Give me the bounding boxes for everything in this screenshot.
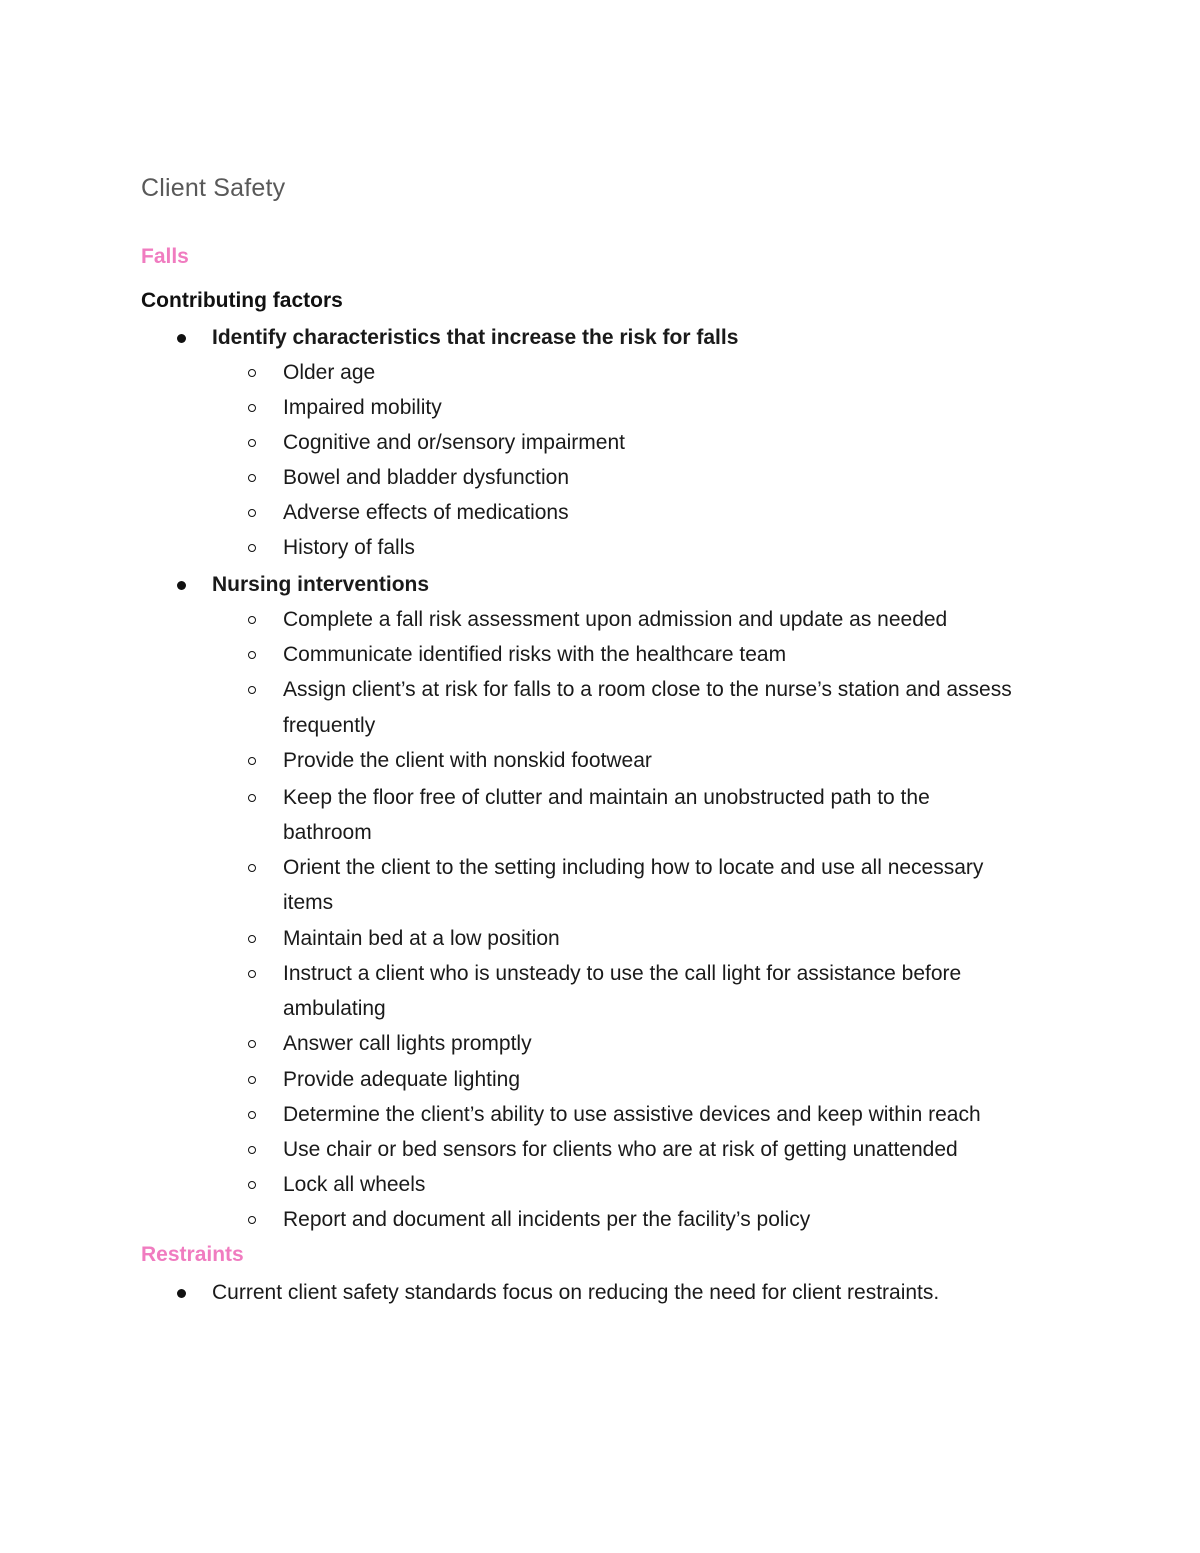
list-item: Lock all wheels xyxy=(283,1173,426,1196)
bullet-circle-icon xyxy=(248,1216,256,1224)
list-item: Adverse effects of medications xyxy=(283,501,569,524)
list-item: Keep the floor free of clutter and maintain an unobstructed path to the xyxy=(283,786,930,809)
bullet-circle-icon xyxy=(248,794,256,802)
bullet-circle-icon xyxy=(248,439,256,447)
list-item: Current client safety standards focus on reducing the need for client restraints. xyxy=(212,1281,940,1304)
bullet-circle-icon xyxy=(248,651,256,659)
bullet-circle-icon xyxy=(248,935,256,943)
bullet-circle-icon xyxy=(248,1076,256,1084)
list-item: Provide adequate lighting xyxy=(283,1068,521,1091)
bullet-disc-icon xyxy=(177,334,186,343)
section-heading-falls: Falls xyxy=(141,245,189,268)
bullet-circle-icon xyxy=(248,1111,256,1119)
bullet-circle-icon xyxy=(248,686,256,694)
list-item: Report and document all incidents per the facility’s policy xyxy=(283,1208,811,1231)
bullet-circle-icon xyxy=(248,474,256,482)
list-item: Communicate identified risks with the healthcare team xyxy=(283,643,787,666)
section-heading-restraints: Restraints xyxy=(141,1243,244,1266)
list-item-continuation: items xyxy=(283,891,334,914)
bullet-circle-icon xyxy=(248,970,256,978)
list-item: Complete a fall risk assessment upon admission and update as needed xyxy=(283,608,948,631)
list-item-continuation: ambulating xyxy=(283,997,386,1020)
list-item: Orient the client to the setting including how to locate and use all necessary xyxy=(283,856,984,879)
list-item-continuation: bathroom xyxy=(283,821,372,844)
list-item-risk-heading: Identify characteristics that increase the risk for falls xyxy=(212,326,739,349)
bullet-circle-icon xyxy=(248,1146,256,1154)
bullet-circle-icon xyxy=(248,864,256,872)
bullet-circle-icon xyxy=(248,369,256,377)
list-item: Bowel and bladder dysfunction xyxy=(283,466,570,489)
list-item: Determine the client’s ability to use assistive devices and keep within reach xyxy=(283,1103,981,1126)
bullet-circle-icon xyxy=(248,1181,256,1189)
bullet-circle-icon xyxy=(248,616,256,624)
list-item: Use chair or bed sensors for clients who are at risk of getting unattended xyxy=(283,1138,958,1161)
list-item-continuation: frequently xyxy=(283,714,376,737)
list-item: Maintain bed at a low position xyxy=(283,927,560,950)
bullet-disc-icon xyxy=(177,581,186,590)
list-item: Instruct a client who is unsteady to use the call light for assistance before xyxy=(283,962,962,985)
subheading-contributing-factors: Contributing factors xyxy=(141,289,343,312)
list-item: Cognitive and or/sensory impairment xyxy=(283,431,625,454)
list-item-interventions-heading: Nursing interventions xyxy=(212,573,430,596)
document-title: Client Safety xyxy=(141,174,286,202)
bullet-circle-icon xyxy=(248,544,256,552)
list-item: History of falls xyxy=(283,536,415,559)
list-item: Older age xyxy=(283,361,376,384)
bullet-circle-icon xyxy=(248,1040,256,1048)
bullet-circle-icon xyxy=(248,509,256,517)
list-item: Answer call lights promptly xyxy=(283,1032,532,1055)
bullet-disc-icon xyxy=(177,1289,186,1298)
bullet-circle-icon xyxy=(248,404,256,412)
list-item: Provide the client with nonskid footwear xyxy=(283,749,652,772)
list-item: Assign client’s at risk for falls to a room close to the nurse’s station and assess xyxy=(283,678,1012,701)
bullet-circle-icon xyxy=(248,757,256,765)
list-item: Impaired mobility xyxy=(283,396,442,419)
